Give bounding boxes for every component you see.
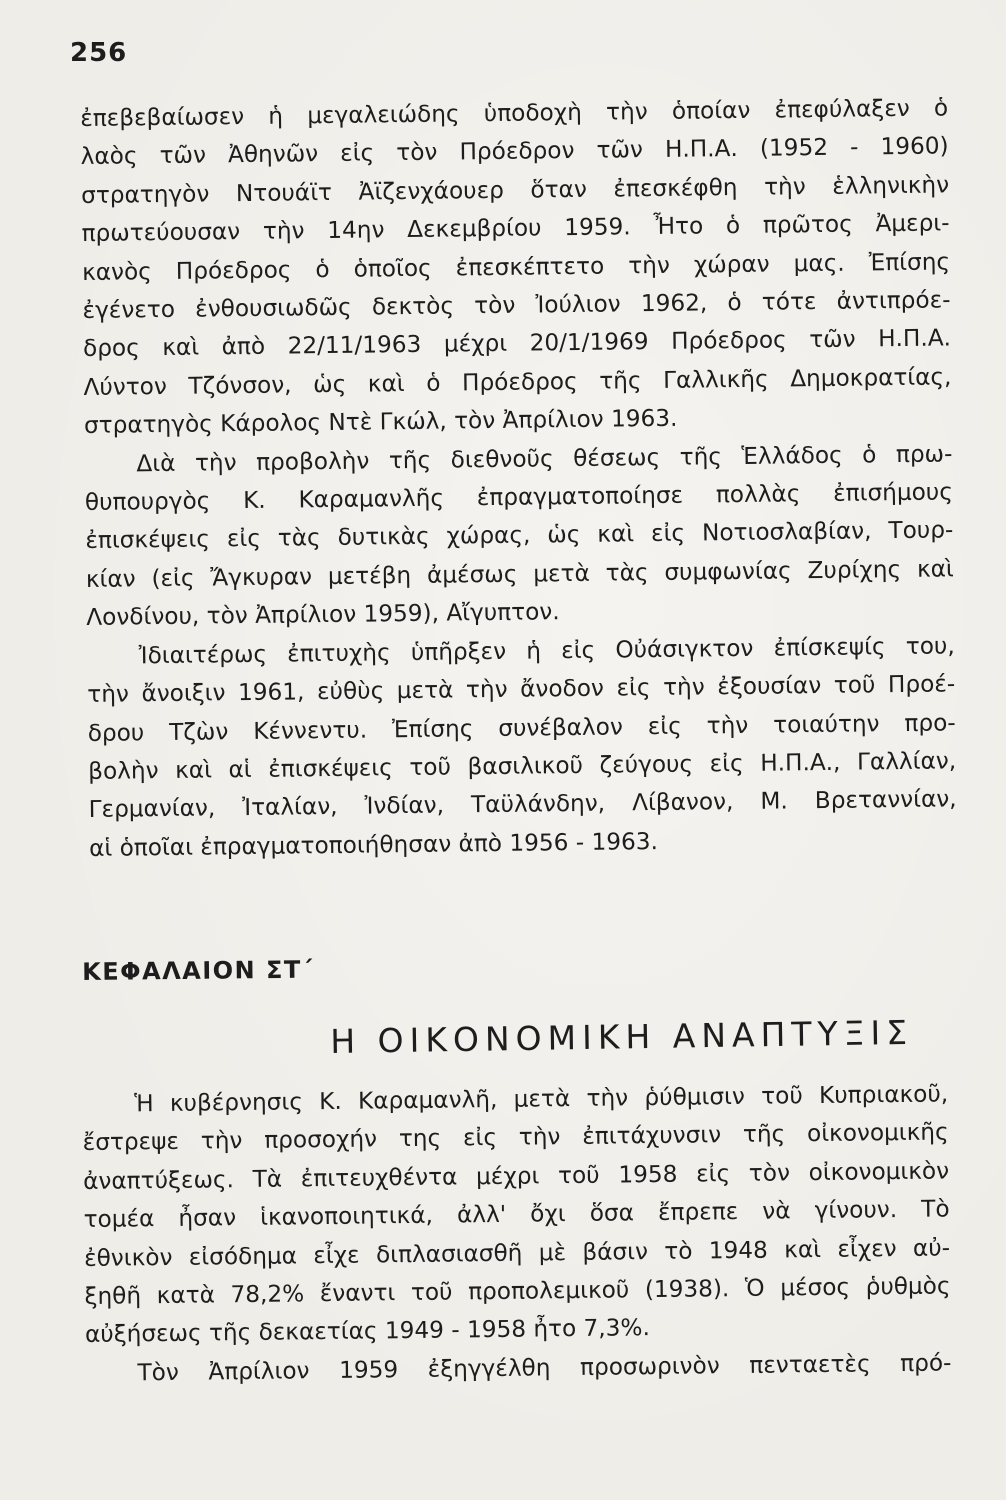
text-line: Ἡ κυβέρνησις Κ. Καραμανλῆ, μετὰ τὴν ῥύθμισιν τοῦ Κυπριακοῦ, (134, 1080, 949, 1118)
text-line: ἀναπτύξεως. Τὰ ἐπιτευχθέντα μέχρι τοῦ 1958 εἰς τὸν οἰκονομικὸν (82, 1157, 950, 1195)
text-line: πρωτεύουσαν τὴν 14ην Δεκεμβρίου 1959. Ἦτο ὁ πρῶτος Ἀμερι- (81, 209, 950, 248)
text-line: στρατηγὸς Κάρολος Ντὲ Γκώλ, τὸν Ἀπρίλιον 1963. (83, 404, 678, 440)
chapter-label: ΚΕΦΑΛΑΙΟΝ ΣΤ΄ (82, 955, 315, 986)
text-line: λαὸς τῶν Ἀθηνῶν εἰς τὸν Πρόεδρον τῶν Η.Π.Α. (1952 - 1960) (80, 132, 949, 171)
text-line: ἐθνικὸν εἰσόδημα εἶχε διπλασιασθῆ μὲ βάσιν τὸ 1948 καὶ εἶχεν αὐ- (83, 1234, 951, 1272)
text-line: Λονδίνου, τὸν Ἀπρίλιον 1959), Αἴγυπτον. (86, 598, 560, 632)
text-line: ἔστρεψε τὴν προσοχήν της εἰς τὴν ἐπιτάχυνσιν τῆς οἰκονομικῆς (82, 1118, 949, 1157)
text-line: ἐπεβεβαίωσεν ἡ μεγαλειώδης ὑποδοχὴ τὴν ὁποίαν ἐπεφύλαξεν ὁ (80, 94, 949, 132)
chapter-title: Η ΟΙΚΟΝΟΜΙΚΗ ΑΝΑΠΤΥΞΙΣ (330, 1012, 914, 1061)
text-line: ἐγένετο ἐνθουσιωδῶς δεκτὸς τὸν Ἰούλιον 1962, ὁ τότε ἀντιπρόε- (82, 286, 951, 325)
text-line: αἱ ὁποῖαι ἐπραγματοποιήθησαν ἀπὸ 1956 - 1963. (88, 827, 659, 862)
text-line: δρου Τζὼν Κέννεντυ. Ἐπίσης συνέβαλον εἰς τὴν τοιαύτην προ- (87, 708, 956, 747)
page-number: 256 (70, 38, 128, 68)
text-line: κανὸς Πρόεδρος ὁ ὁποῖος ἐπεσκέπτετο τὴν χώραν μας. Ἐπίσης (81, 248, 951, 286)
text-line: αὐξήσεως τῆς δεκαετίας 1949 - 1958 ἦτο 7,3%. (84, 1314, 651, 1349)
text-line: Λύντον Τζόνσον, ὡς καὶ ὁ Πρόεδρος τῆς Γαλλικῆς Δημοκρατίας, (83, 363, 952, 401)
text-line: τομέα ἦσαν ἱκανοποιητικά, ἀλλ' ὄχι ὅσα ἔπρεπε νὰ γίνουν. Τὸ (83, 1195, 950, 1234)
text-line: βολὴν καὶ αἱ ἐπισκέψεις τοῦ βασιλικοῦ ζεύγους εἰς Η.Π.Α., Γαλλίαν, (88, 747, 957, 785)
text-line: δρος καὶ ἀπὸ 22/11/1963 μέχρι 20/1/1969 Πρόεδρος τῶν Η.Π.Α. (82, 324, 952, 363)
text-line: Διὰ τὴν προβολὴν τῆς διεθνοῦς θέσεως τῆς Ἑλλάδος ὁ πρω- (136, 440, 953, 477)
text-line: Τὸν Ἀπρίλιον 1959 ἐξηγγέλθη προσωρινὸν πενταετὲς πρό- (137, 1349, 952, 1387)
text-line: Γερμανίαν, Ἰταλίαν, Ἰνδίαν, Ταϋλάνδην, Λίβανον, Μ. Βρεταννίαν, (88, 785, 957, 824)
text-line: στρατηγὸν Ντουάϊτ Ἀϊζενχάουερ ὅταν ἐπεσκέφθη τὴν ἑλληνικὴν (80, 171, 950, 209)
text-line: ξηθῆ κατὰ 78,2% ἔναντι τοῦ προπολεμικοῦ (1938). Ὁ μέσος ῥυθμὸς (84, 1272, 951, 1311)
text-line: κίαν (εἰς Ἄγκυραν μετέβη ἀμέσως μετὰ τὰς συμφωνίας Ζυρίχης καὶ (85, 555, 954, 593)
paragraph-block-foreign-visits (80, 89, 957, 868)
text-line: Ἰδιαιτέρως ἐπιτυχὴς ὑπῆρξεν ἡ εἰς Οὐάσιγκτον ἐπίσκεψίς του, (138, 632, 955, 670)
paragraph-block-economic-development (82, 1075, 952, 1393)
text-line: ἐπισκέψεις εἰς τὰς δυτικὰς χώρας, ὡς καὶ εἰς Νοτιοσλαβίαν, Τουρ- (85, 516, 954, 555)
text-line: θυπουργὸς Κ. Καραμανλῆς ἐπραγματοποίησε πολλὰς ἐπισήμους (84, 478, 954, 517)
text-line: τὴν ἄνοιξιν 1961, εὐθὺς μετὰ τὴν ἄνοδον εἰς τὴν ἐξουσίαν τοῦ Προέ- (87, 670, 956, 709)
